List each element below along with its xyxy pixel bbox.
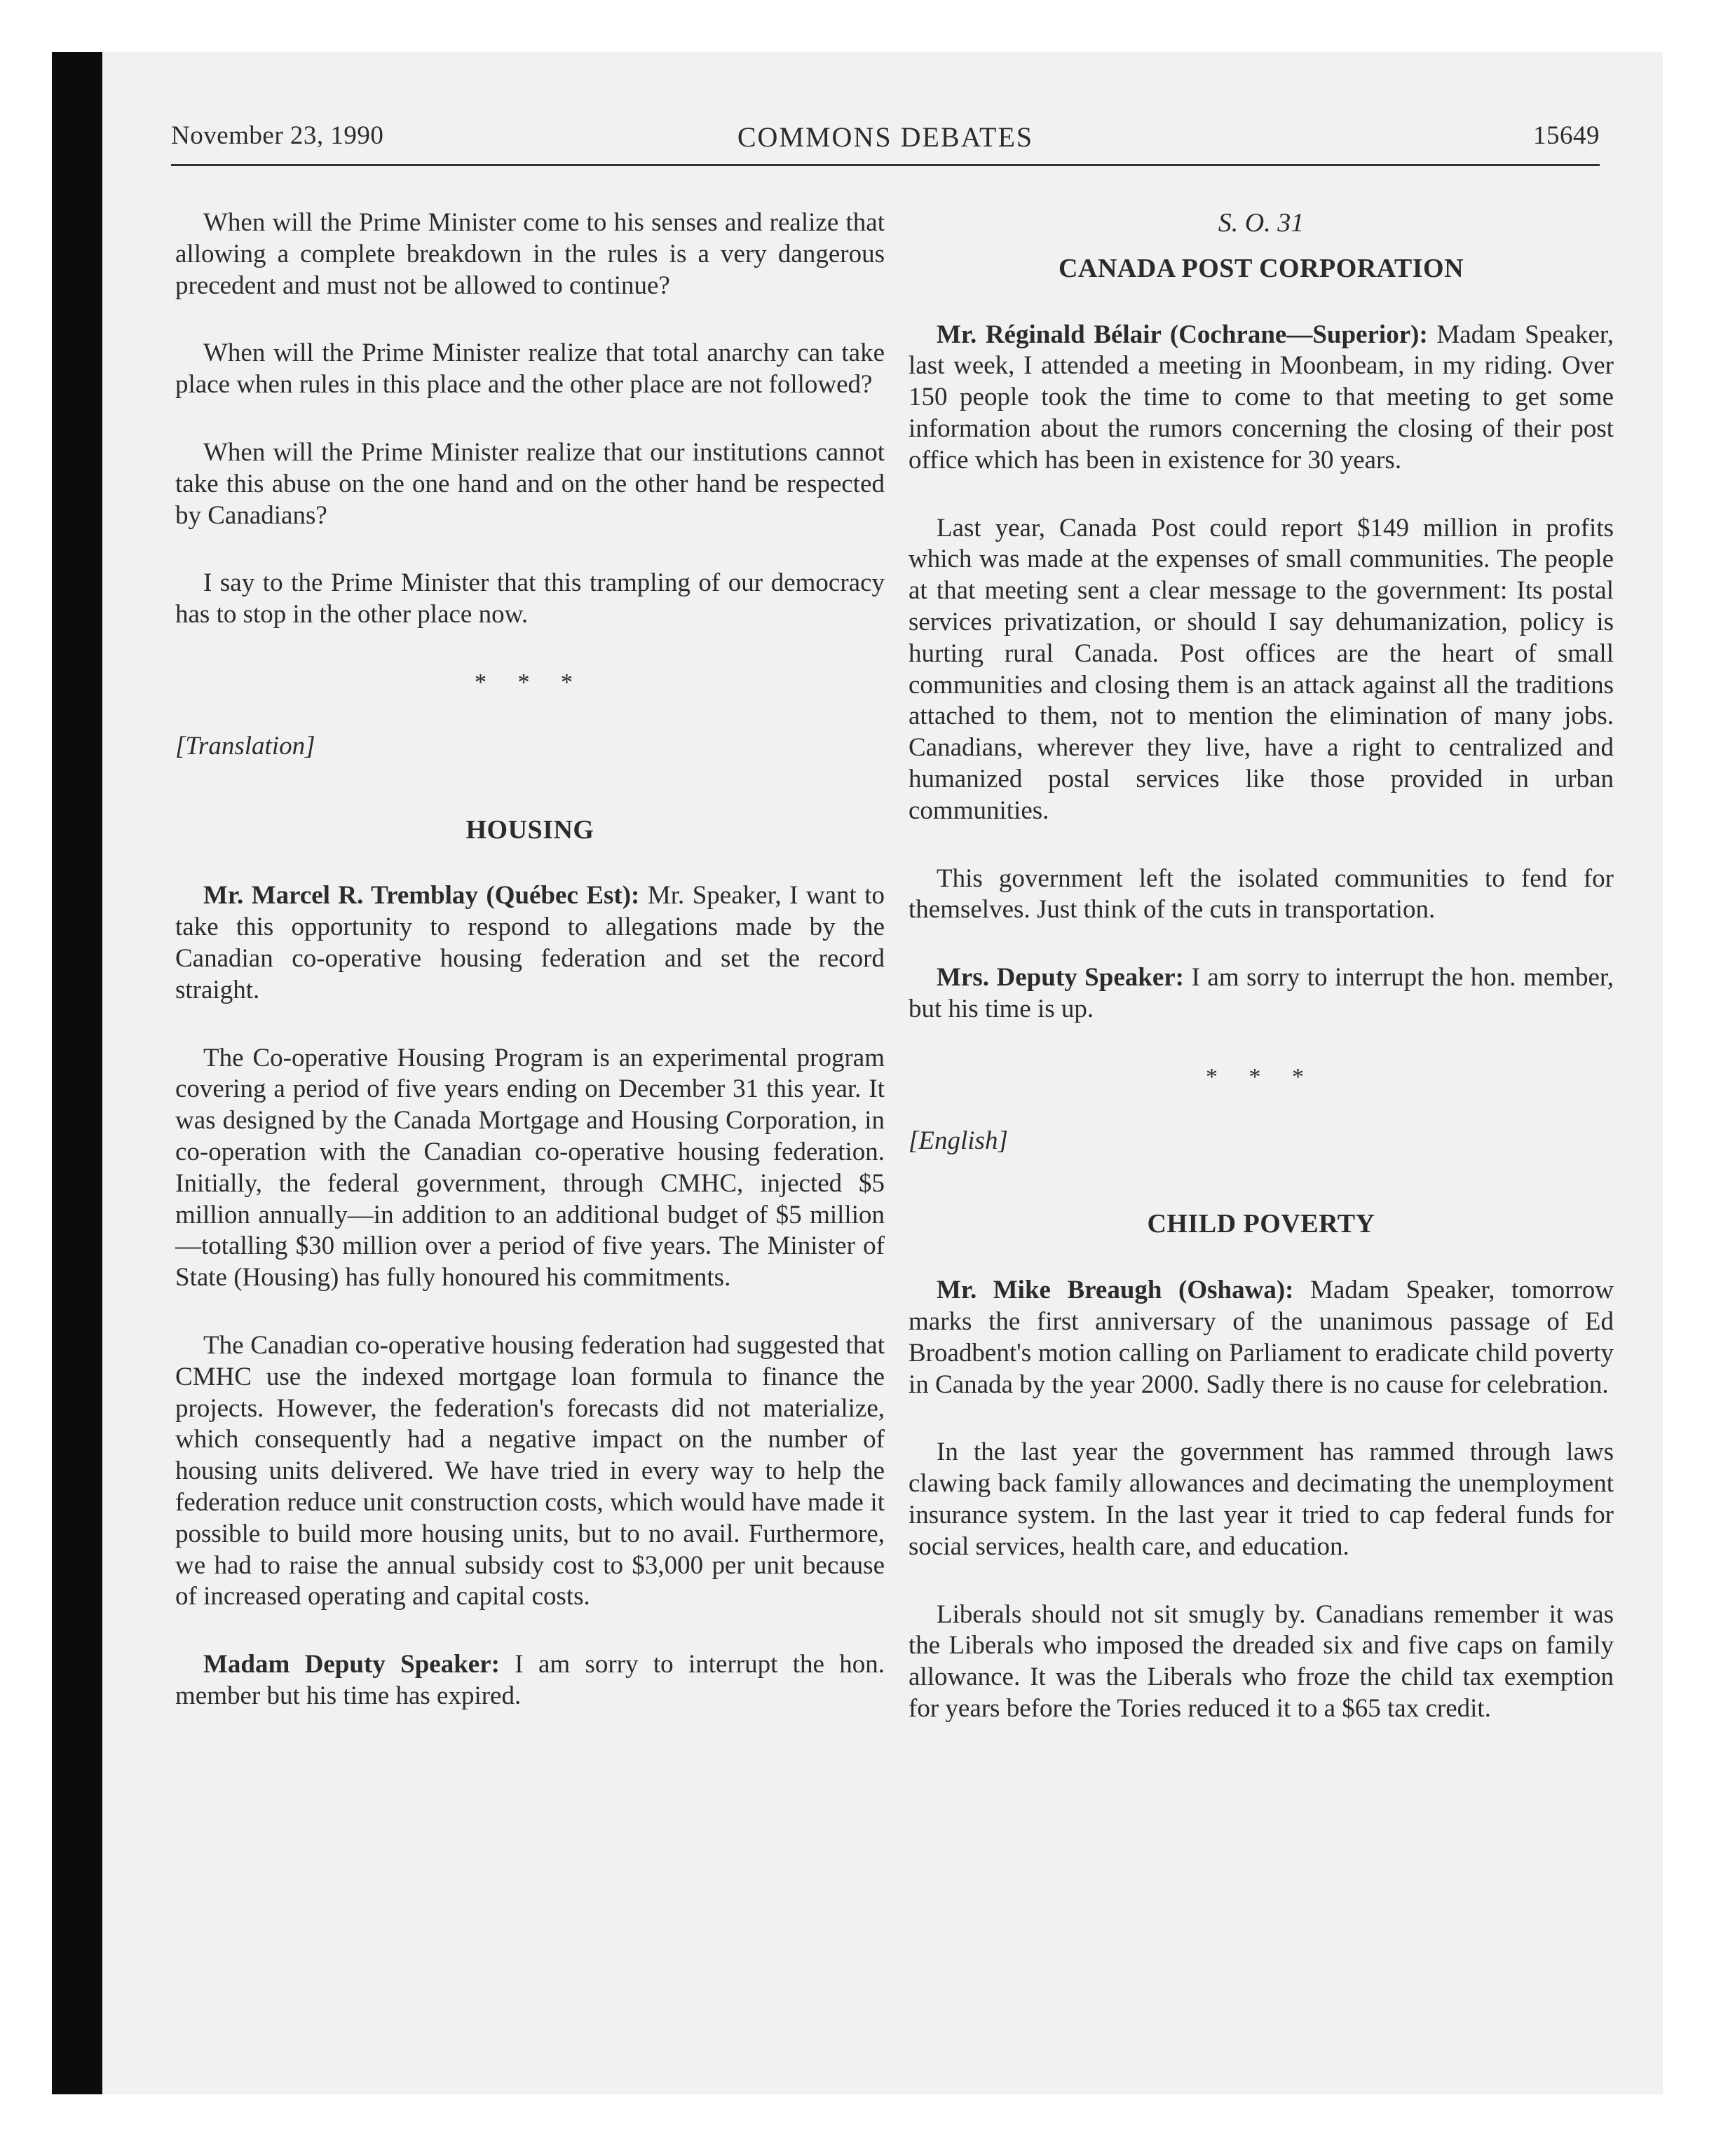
speech-text: Mr. Speaker, I want to take this opportunity to respond to allegations made by the Canadian co-operative housing federation and set the record straight. (175, 881, 885, 1004)
speech-paragraph (175, 1649, 885, 1712)
page-header (171, 121, 1600, 163)
paragraph: The Canadian co-operative housing federation had suggested that CMHC use the indexed mortgage loan formula to finance the projects. However, the federation's forecasts did not materialize, which consequently had a negative impact on the number of housing units delivered. We have tried in every way to help the federation reduce unit construction costs, which would have made it possible to build more housing units, but to no avail. Furthermore, we had to raise the annual subsidy cost to $3,000 per unit because of increased operating and capital costs. (175, 1330, 885, 1611)
speech-paragraph (909, 962, 1614, 1025)
speech-paragraph (175, 880, 885, 1006)
paragraph: When will the Prime Minister realize that total anarchy can take place when rules in this place and the other place are not followed? (175, 339, 885, 400)
section-separator: * * * (1206, 1063, 1316, 1090)
paragraph: The Co-operative Housing Program is an experimental program covering a period of five years ending on December 31 this year. It was designed by the Canada Mortgage and Housing Corporation, in co-operation with the Canadian co-operative housing federation. Initially, the federal government, through CMHC, injected $5 million annually—in addition to an additional budget of $5 million—totalling $30 million over a period of five years. The Minister of State (Housing) has fully honoured his commitments. (175, 1043, 885, 1292)
speech-text: I am sorry to interrupt the hon. member, but his time is up. (909, 963, 1614, 1023)
paragraph: In the last year the government has rammed through laws clawing back family allowances and decimating the unemployment insurance system. In the last year it tried to cap federal funds for social services, health care, and education. (909, 1438, 1614, 1561)
speech-text: I am sorry to interrupt the hon. member but his time has expired. (175, 1650, 885, 1710)
speech-text: Madam Speaker, tomorrow marks the first anniversary of the unanimous passage of Ed Broadbent's motion calling on Parliament to eradicate child poverty in Canada by the year 2000. Sadly there is no cause for celebration. (909, 1276, 1614, 1399)
header-date: November 23, 1990 (171, 121, 384, 150)
speaker-name: Mr. Marcel R. Tremblay (Québec Est): (203, 881, 640, 910)
speaker-name: Mr. Réginald Bélair (Cochrane—Superior): (937, 320, 1428, 349)
section-heading-housing: HOUSING (465, 814, 594, 845)
speaker-name: Madam Deputy Speaker: (203, 1650, 500, 1679)
section-heading-child-poverty: CHILD POVERTY (1147, 1209, 1375, 1239)
paragraph: When will the Prime Minister realize that our institutions cannot take this abuse on the one hand and on the other hand be respected by Canadians? (175, 437, 885, 530)
right-column (909, 207, 1614, 1761)
paragraph: Last year, Canada Post could report $149 million in profits which was made at the expenses of small communities. The people at that meeting sent a clear message to the government: Its postal services privatization, or should I say dehumanization, policy is hurting rural Canada. Post offices are the heart of small communities and closing them is an attack against all the traditions attached to them, not to mention the elimination of many jobs. Canadians, wherever they live, have a right to centralized and humanized postal services like those provided in urban communities. (909, 513, 1614, 825)
header-title: COMMONS DEBATES (737, 121, 1034, 153)
speech-text: Madam Speaker, last week, I attended a meeting in Moonbeam, in my riding. Over 150 people took the time to come to that meeting to get some information about the rumors concerning the closing of their post office which has been in existence for 30 years. (909, 320, 1614, 475)
speech-paragraph (909, 1275, 1614, 1400)
standing-order-heading: S. O. 31 (1218, 208, 1305, 238)
english-tag: [English] (909, 1126, 1008, 1155)
paragraph: I say to the Prime Minister that this trampling of our democracy has to stop in the other place now. (175, 568, 885, 629)
speaker-name: Mrs. Deputy Speaker: (937, 963, 1185, 992)
translation-tag: [Translation] (175, 731, 315, 760)
header-page-number: 15649 (1533, 121, 1600, 150)
section-separator: * * * (475, 669, 585, 695)
header-rule (171, 164, 1600, 166)
paragraph: Liberals should not sit smugly by. Canadians remember it was the Liberals who imposed the dreaded six and five caps on family allowance. It was the Liberals who froze the child tax exemption for years before the Tories reduced it to a $65 tax credit. (909, 1599, 1614, 1723)
section-heading-canada-post: CANADA POST CORPORATION (1058, 253, 1464, 283)
paragraph: This government left the isolated communities to fend for themselves. Just think of the cuts in transportation. (909, 864, 1614, 925)
speech-paragraph (909, 320, 1614, 477)
left-column (175, 207, 885, 1749)
scan-edge-shadow (52, 52, 102, 2094)
speaker-name: Mr. Mike Breaugh (Oshawa): (937, 1276, 1294, 1305)
paragraph: When will the Prime Minister come to his senses and realize that allowing a complete breakdown in the rules is a very dangerous precedent and must not be allowed to continue? (175, 208, 885, 300)
